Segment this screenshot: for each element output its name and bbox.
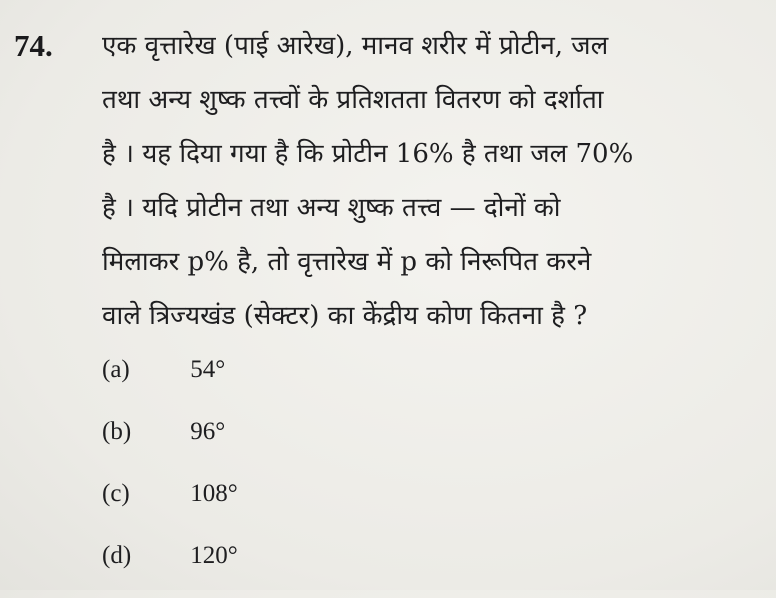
option-value: 120° xyxy=(190,542,238,569)
answer-options xyxy=(102,350,238,598)
option-d xyxy=(102,536,238,598)
question-number: 74. xyxy=(14,28,53,63)
option-label: (c) xyxy=(102,480,130,507)
option-value: 54° xyxy=(190,356,226,383)
question-line: वाले त्रिज्यखंड (सेक्टर) का केंद्रीय कोण कितना है ? xyxy=(102,301,588,331)
question-line: है । यदि प्रोटीन तथा अन्य शुष्क तत्त्व — दोनों को xyxy=(102,193,561,223)
question-line: मिलाकर p% है, तो वृत्तारेख में p को निरूपित करने xyxy=(102,247,592,277)
question-line: तथा अन्य शुष्क तत्त्वों के प्रतिशतता वितरण को दर्शाता xyxy=(102,85,604,115)
option-label: (d) xyxy=(102,542,132,569)
option-c xyxy=(102,474,238,536)
option-value: 108° xyxy=(190,480,238,507)
option-b xyxy=(102,412,238,474)
option-value: 96° xyxy=(190,418,226,445)
question-line: है । यह दिया गया है कि प्रोटीन 16% है तथा जल 70% xyxy=(102,139,634,169)
question-text xyxy=(102,26,766,350)
question-line: एक वृत्तारेख (पाई आरेख), मानव शरीर में प्रोटीन, जल xyxy=(102,31,609,61)
option-label: (b) xyxy=(102,418,132,445)
option-a xyxy=(102,350,238,412)
option-label: (a) xyxy=(102,356,130,383)
